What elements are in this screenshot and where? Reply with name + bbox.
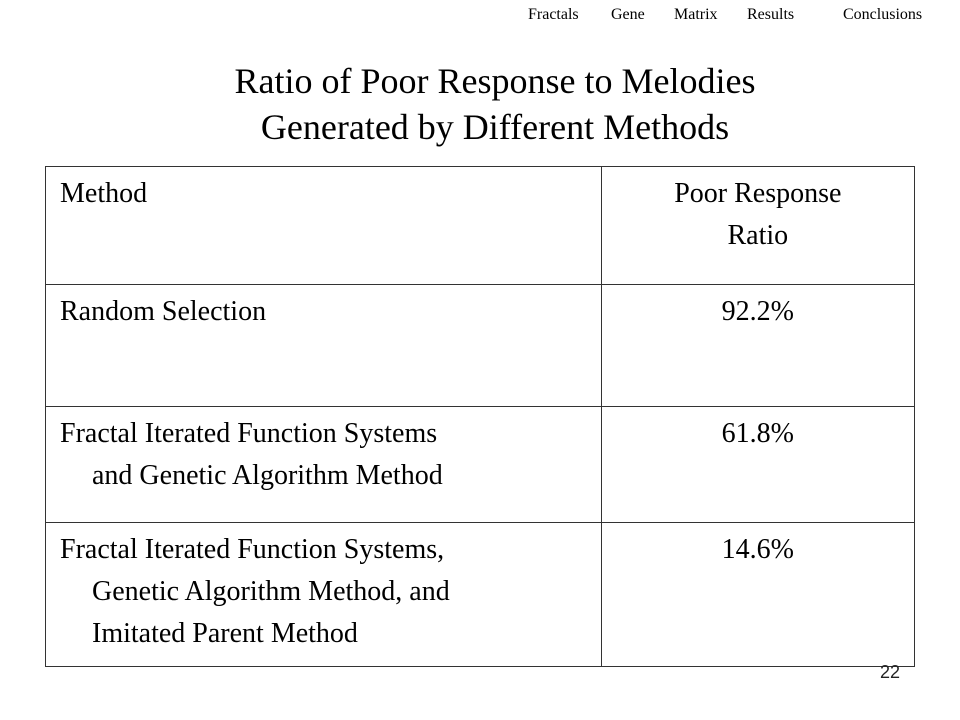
- header-ratio-line2: Ratio: [727, 220, 789, 251]
- page-number: 22: [880, 662, 901, 682]
- table-header-row: [46, 167, 915, 285]
- ratio-value: 14.6%: [721, 534, 794, 565]
- method-cell: [46, 407, 602, 523]
- table-row: [46, 523, 915, 667]
- nav-matrix-link[interactable]: Matrix: [674, 6, 718, 23]
- slide-title-line1: Ratio of Poor Response to Melodies: [234, 61, 756, 101]
- header-ratio-line1: Poor Response: [674, 178, 842, 209]
- method-text: Random Selection: [60, 296, 267, 327]
- method-line: Fractal Iterated Function Systems,: [60, 534, 445, 565]
- nav-conclusions-link[interactable]: Conclusions: [843, 6, 923, 23]
- ratio-cell: [601, 523, 914, 667]
- slide-title-line2: Generated by Different Methods: [260, 107, 730, 147]
- method-line: Imitated Parent Method: [92, 618, 358, 649]
- nav-fractals-link[interactable]: Fractals: [528, 6, 579, 23]
- method-line: and Genetic Algorithm Method: [92, 460, 443, 491]
- table-row: [46, 407, 915, 523]
- method-cell: [46, 523, 602, 667]
- ratio-cell: [601, 285, 914, 407]
- ratio-value: 92.2%: [721, 296, 794, 327]
- method-line: Fractal Iterated Function Systems: [60, 418, 438, 449]
- nav-gene-link[interactable]: Gene: [611, 6, 645, 23]
- method-line: Genetic Algorithm Method, and: [92, 576, 450, 607]
- method-text: [60, 529, 601, 655]
- header-method: [46, 167, 602, 285]
- nav-results-link[interactable]: Results: [747, 6, 795, 23]
- results-table: [45, 166, 915, 667]
- table-row: [46, 285, 915, 407]
- ratio-cell: [601, 407, 914, 523]
- method-text: [60, 413, 601, 497]
- method-cell: [46, 285, 602, 407]
- slide-title: [0, 58, 960, 150]
- ratio-value: 61.8%: [721, 418, 794, 449]
- header-ratio: [601, 167, 914, 285]
- header-method-label: Method: [60, 178, 148, 209]
